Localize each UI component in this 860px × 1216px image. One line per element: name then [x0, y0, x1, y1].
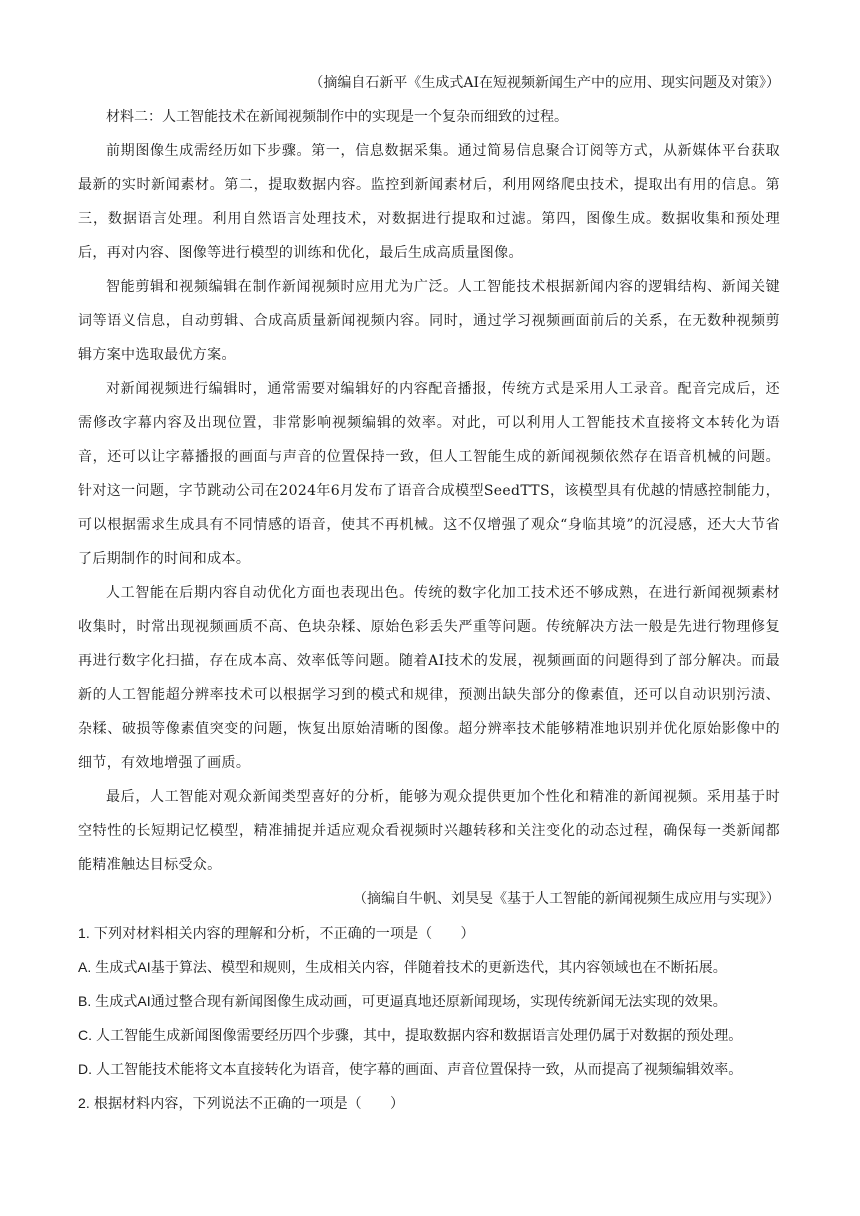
source-citation-1: （摘编自石新平《生成式AI在短视频新闻生产中的应用、现实问题及对策》） [309, 75, 780, 91]
question-1-option-b: B. 生成式AI通过整合现有新闻图像生成动画，可更逼真地还原新闻现场，实现传统新闻无法实现的效果。 [78, 993, 727, 1009]
question-1-option-c: C. 人工智能生成新闻图像需要经历四个步骤，其中，提取数据内容和数据语言处理仍属于对数据的预处理。 [78, 1027, 743, 1043]
question-1-option-d: D. 人工智能技术能将文本直接转化为语音，使字幕的画面、声音位置保持一致，从而提高了视频编辑效率。 [78, 1061, 743, 1077]
document-page [78, 66, 780, 1120]
paragraph-voice-synthesis: 对新闻视频进行编辑时，通常需要对编辑好的内容配音播报，传统方式是采用人工录音。配音完成后，还需修改字幕内容及出现位置，非常影响视频编辑的效率。对此，可以利用人工智能技术直接将文本转化为语音，还可以让字幕播报的画面与声音的位置保持一致，但人工智能生成的新闻视频依然存在语音机械的问题。针对这一问题，字节跳动公司在2024年6月发布了语音合成模型SeedTTS，该模型具有优越的情感控制能力，可以根据需求生成具有不同情感的语音，使其不再机械。这不仅增强了观众“身临其境”的沉浸感，还大大节省了后期制作的时间和成本。 [78, 381, 780, 567]
question-1-option-a: A. 生成式AI基于算法、模型和规则，生成相关内容，伴随着技术的更新迭代，其内容领域也在不断拓展。 [78, 959, 727, 975]
paragraph-smart-editing: 智能剪辑和视频编辑在制作新闻视频时应用尤为广泛。人工智能技术根据新闻内容的逻辑结构、新闻关键词等语义信息，自动剪辑、合成高质量新闻视频内容。同时，通过学习视频画面前后的关系，在无数种视频剪辑方案中选取最优方案。 [78, 279, 780, 363]
question-2-stem: 2. 根据材料内容，下列说法不正确的一项是（ ） [78, 1095, 405, 1111]
paragraph-audience-analysis: 最后，人工智能对观众新闻类型喜好的分析，能够为观众提供更加个性化和精准的新闻视频。采用基于时空特性的长短期记忆模型，精准捕捉并适应观众看视频时兴趣转移和关注变化的动态过程，确保每一类新闻都能精准触达目标受众。 [78, 789, 780, 873]
paragraph-image-generation: 前期图像生成需经历如下步骤。第一，信息数据采集。通过简易信息聚合订阅等方式，从新媒体平台获取最新的实时新闻素材。第二，提取数据内容。监控到新闻素材后，利用网络爬虫技术，提取出有用的信息。第三，数据语言处理。利用自然语言处理技术，对数据进行提取和过滤。第四，图像生成。数据收集和预处理后，再对内容、图像等进行模型的训练和优化，最后生成高质量图像。 [78, 143, 780, 261]
source-citation-2: （摘编自牛帆、刘昊旻《基于人工智能的新闻视频生成应用与实现》） [353, 891, 780, 907]
material-2-heading: 材料二：人工智能技术在新闻视频制作中的实现是一个复杂而细致的过程。 [106, 109, 568, 125]
question-1-stem: 1. 下列对材料相关内容的理解和分析，不正确的一项是（ ） [78, 925, 475, 941]
paragraph-post-optimization: 人工智能在后期内容自动优化方面也表现出色。传统的数字化加工技术还不够成熟，在进行新闻视频素材收集时，时常出现视频画质不高、色块杂糅、原始色彩丢失严重等问题。传统解决方法一般是先进行物理修复再进行数字化扫描，存在成本高、效率低等问题。随着AI技术的发展，视频画面的问题得到了部分解决。而最新的人工智能超分辨率技术可以根据学习到的模式和规律，预测出缺失部分的像素值，还可以自动识别污渍、杂糅、破损等像素值突变的问题，恢复出原始清晰的图像。超分辨率技术能够精准地识别并优化原始影像中的细节，有效地增强了画质。 [78, 585, 780, 771]
